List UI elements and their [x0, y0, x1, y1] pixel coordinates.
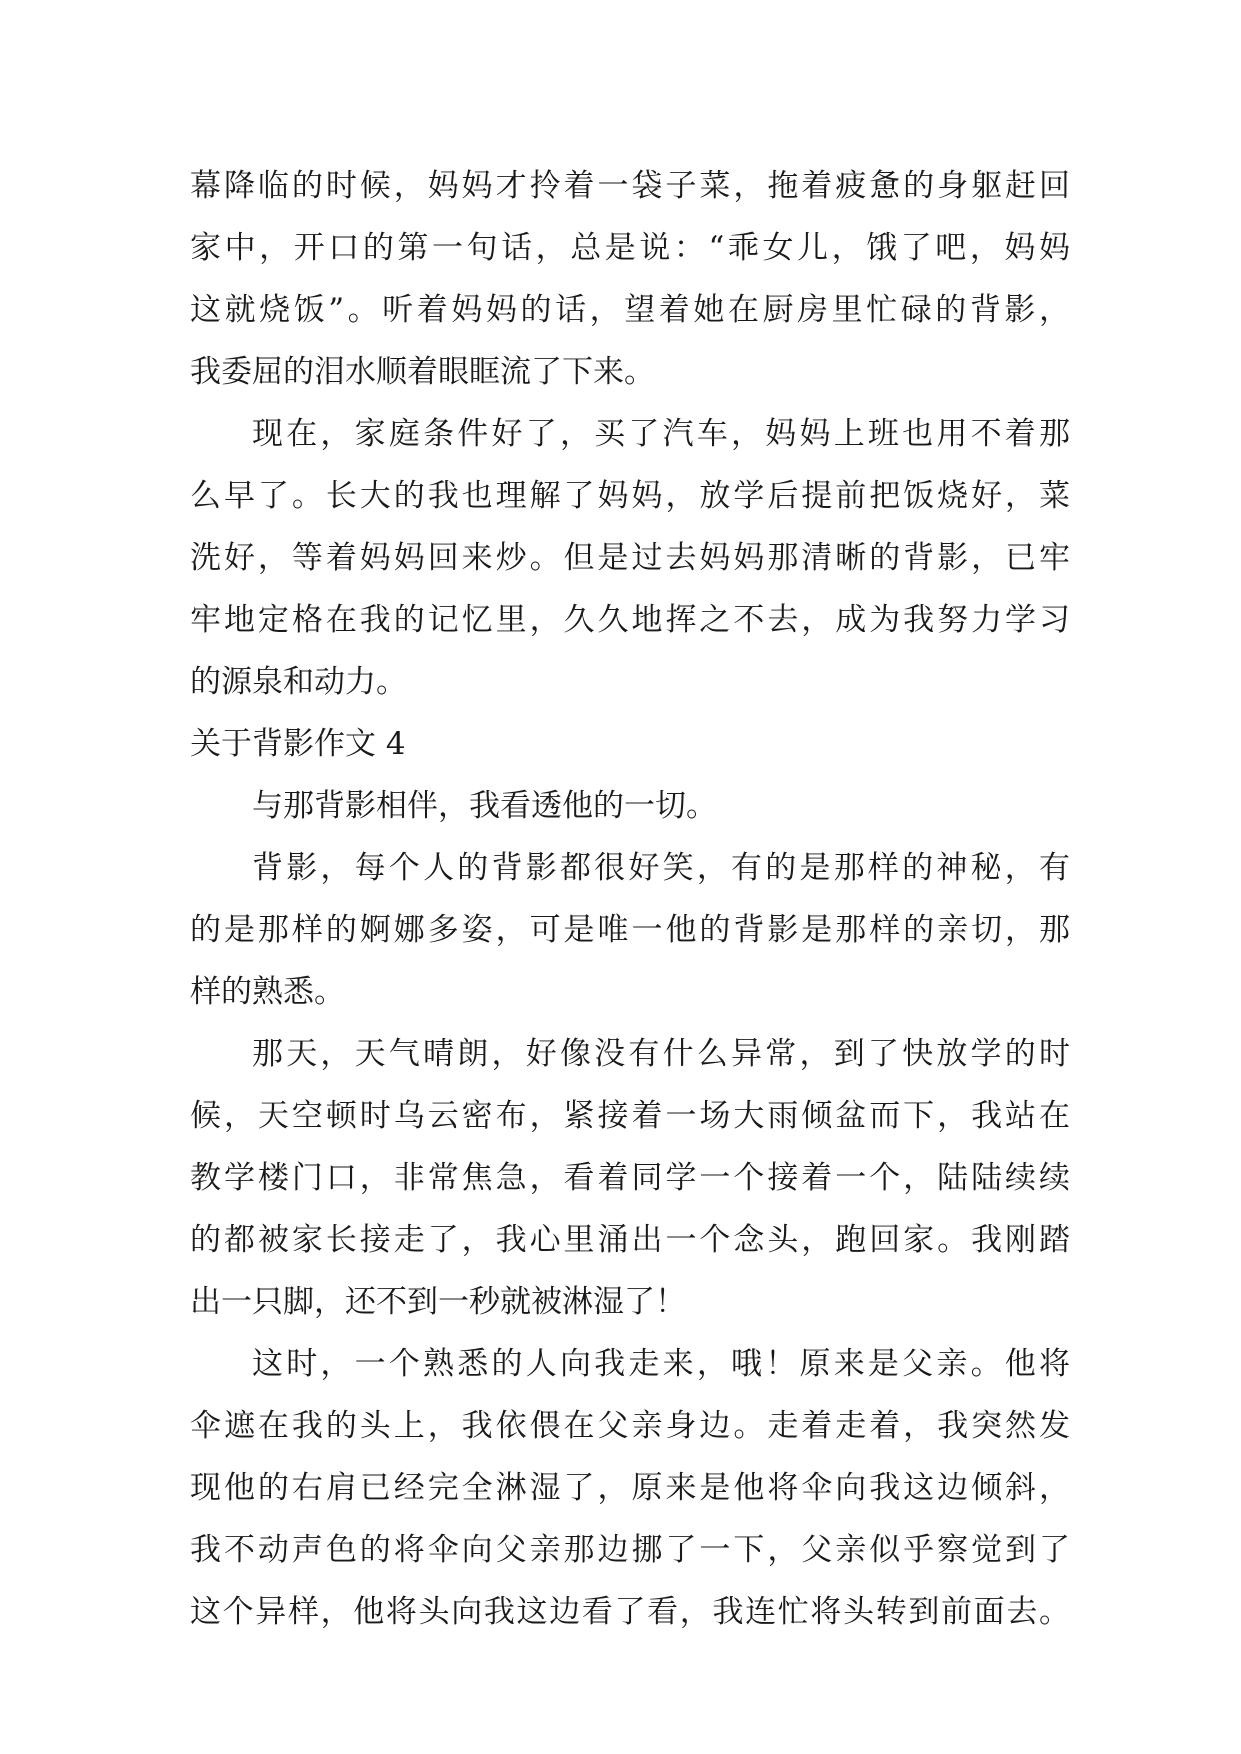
paragraph-first-line: 这时，一个熟悉的人向我走来，哦！原来是父亲。他将: [252, 1346, 1070, 1382]
text-line: 样的熟悉。: [190, 974, 345, 1010]
section-heading: 关于背影作文 4: [190, 726, 406, 762]
text-line: 的是那样的婀娜多姿，可是唯一他的背影是那样的亲切，那: [190, 912, 1070, 948]
text-line: 现他的右肩已经完全淋湿了，原来是他将伞向我这边倾斜，: [190, 1470, 1070, 1506]
paragraph-first-line: 现在，家庭条件好了，买了汽车，妈妈上班也用不着那: [252, 416, 1070, 452]
text-line: 这就烧饭”。听着妈妈的话，望着她在厨房里忙碌的背影，: [190, 292, 1070, 328]
text-line: 这个异样，他将头向我这边看了看，我连忙将头转到前面去。: [190, 1594, 1070, 1630]
paragraph-first-line: 与那背影相伴，我看透他的一切。: [252, 788, 717, 824]
paragraph-first-line: 背影，每个人的背影都很好笑，有的是那样的神秘，有: [252, 850, 1070, 886]
text-line: 我委屈的泪水顺着眼眶流了下来。: [190, 354, 655, 390]
text-line: 洗好，等着妈妈回来炒。但是过去妈妈那清晰的背影，已牢: [190, 540, 1070, 576]
text-line: 候，天空顿时乌云密布，紧接着一场大雨倾盆而下，我站在: [190, 1098, 1070, 1134]
text-line: 的都被家长接走了，我心里涌出一个念头，跑回家。我刚踏: [190, 1222, 1070, 1258]
text-line: 教学楼门口，非常焦急，看着同学一个接着一个，陆陆续续: [190, 1160, 1070, 1196]
text-line: 我不动声色的将伞向父亲那边挪了一下，父亲似乎察觉到了: [190, 1532, 1070, 1568]
text-line: 么早了。长大的我也理解了妈妈，放学后提前把饭烧好，菜: [190, 478, 1070, 514]
text-line: 出一只脚，还不到一秒就被淋湿了！: [190, 1284, 686, 1320]
text-line: 伞遮在我的头上，我依偎在父亲身边。走着走着，我突然发: [190, 1408, 1070, 1444]
text-line: 的源泉和动力。: [190, 664, 407, 700]
text-line: 家中，开口的第一句话，总是说：“乖女儿，饿了吧，妈妈: [190, 230, 1070, 266]
text-line: 牢地定格在我的记忆里，久久地挥之不去，成为我努力学习: [190, 602, 1070, 638]
paragraph-first-line: 那天，天气晴朗，好像没有什么异常，到了快放学的时: [252, 1036, 1070, 1072]
text-line: 幕降临的时候，妈妈才拎着一袋子菜，拖着疲惫的身躯赶回: [190, 168, 1070, 204]
